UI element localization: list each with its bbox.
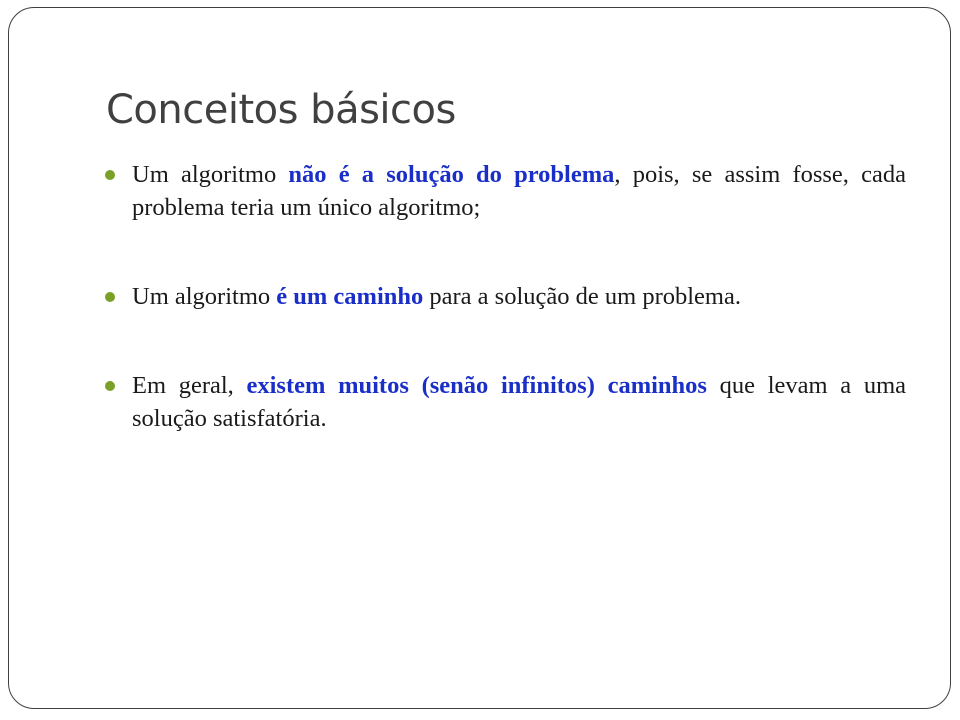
bullet-highlight: é um caminho (276, 283, 424, 310)
bullet-highlight: existem muitos (senão infinitos) caminhos (246, 372, 707, 399)
slide-title: Conceitos básicos (106, 87, 456, 133)
bullet-dot-icon (105, 381, 115, 391)
bullet-text-after: para a solução de um problema. (423, 283, 741, 310)
bullet-item-1 (104, 158, 906, 224)
bullet-list (104, 158, 906, 435)
bullet-text-before: Um algoritmo (132, 161, 289, 188)
bullet-highlight: não é a solução do problema (288, 161, 615, 188)
bullet-text-before: Em geral, (132, 372, 247, 399)
bullet-text-after: , pois, se assim fosse, cada problema teria um único algoritmo; (132, 161, 906, 221)
bullet-item-2 (104, 280, 906, 313)
bullet-dot-icon (105, 170, 115, 180)
bullet-text-after: que levam a uma solução satisfatória. (132, 372, 906, 432)
bullet-text-before: Um algoritmo (132, 283, 277, 310)
bullet-dot-icon (105, 292, 115, 302)
bullet-item-3 (104, 369, 906, 435)
